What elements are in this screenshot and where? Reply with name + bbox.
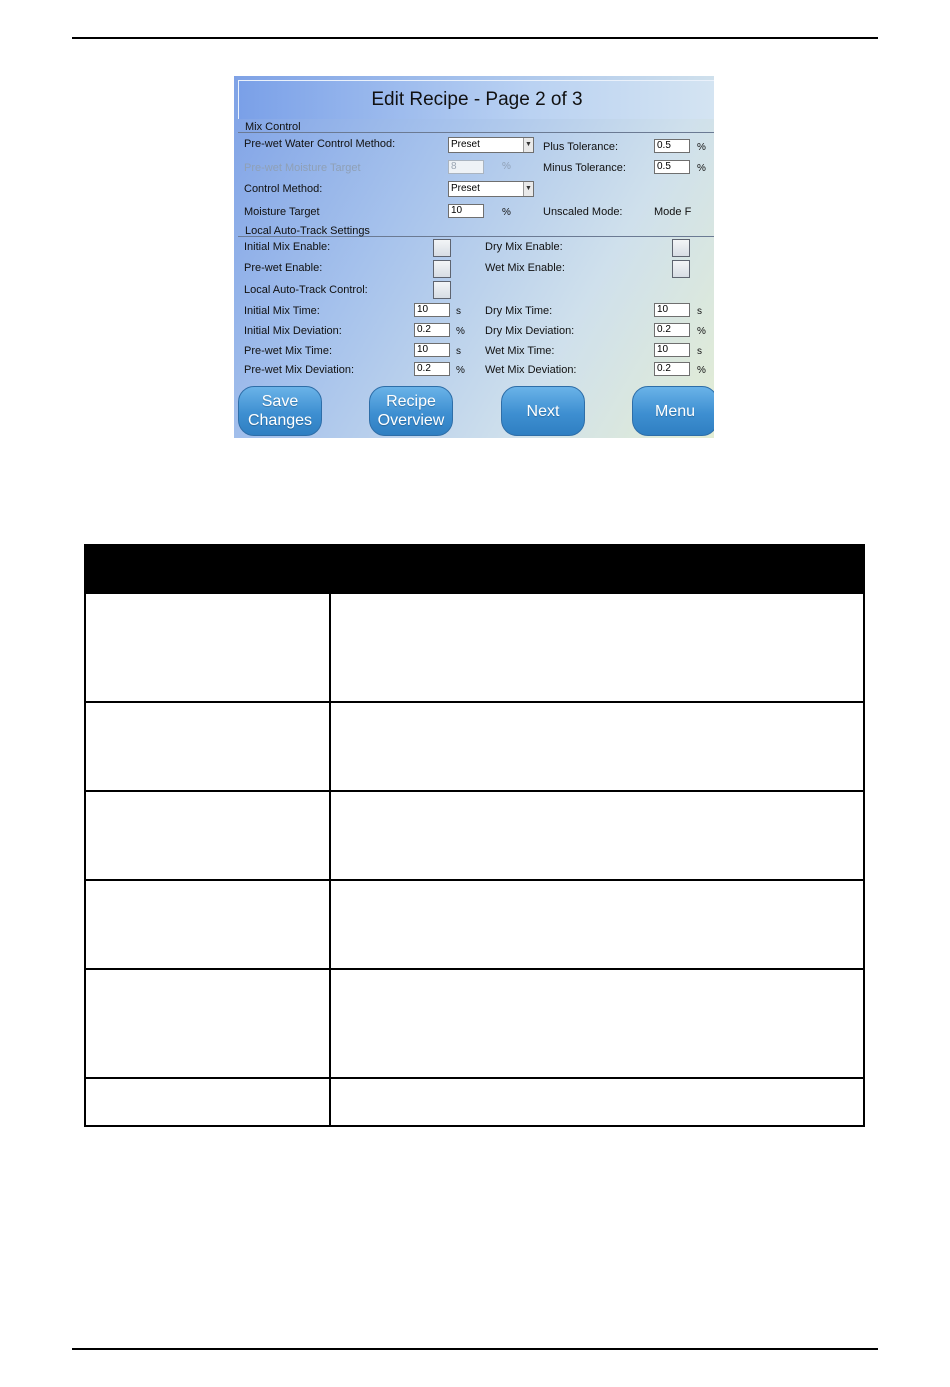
table-header-cell xyxy=(85,545,330,593)
description-table xyxy=(84,544,865,1127)
prewet-water-method-select[interactable] xyxy=(448,137,534,153)
table-cell xyxy=(85,880,330,969)
control-method-label: Control Method: xyxy=(244,183,323,195)
initial-mix-dev-label: Initial Mix Deviation: xyxy=(244,325,342,337)
hmi-screen xyxy=(234,76,714,438)
table-row xyxy=(85,1078,864,1126)
wet-mix-dev-unit: % xyxy=(697,365,706,376)
initial-mix-enable-checkbox[interactable] xyxy=(433,239,451,257)
prewet-water-method-label: Pre-wet Water Control Method: xyxy=(244,138,396,150)
control-method-value: Preset xyxy=(451,183,480,194)
moisture-target-label: Moisture Target xyxy=(244,206,320,218)
plus-tolerance-input[interactable]: 0.5 xyxy=(654,139,690,153)
prewet-mix-time-label: Pre-wet Mix Time: xyxy=(244,345,333,357)
dry-mix-time-input[interactable]: 10 xyxy=(654,303,690,317)
wet-mix-time-unit: s xyxy=(697,346,702,357)
save-button-line2: Changes xyxy=(247,412,313,429)
wet-mix-time-input[interactable]: 10 xyxy=(654,343,690,357)
table-cell xyxy=(330,969,864,1078)
plus-tolerance-label: Plus Tolerance: xyxy=(543,141,619,153)
header-rule xyxy=(72,37,878,39)
chevron-down-icon[interactable]: ▼ xyxy=(523,182,533,196)
dry-mix-enable-checkbox[interactable] xyxy=(672,239,690,257)
table-cell xyxy=(330,1078,864,1126)
wet-mix-enable-checkbox[interactable] xyxy=(672,260,690,278)
initial-mix-dev-input[interactable]: 0.2 xyxy=(414,323,450,337)
overview-button-line1: Recipe xyxy=(386,393,436,410)
prewet-water-method-value: Preset xyxy=(451,139,480,150)
minus-tolerance-input[interactable]: 0.5 xyxy=(654,160,690,174)
prewet-mix-dev-unit: % xyxy=(456,365,465,376)
prewet-enable-label: Pre-wet Enable: xyxy=(244,262,323,274)
wet-mix-enable-label: Wet Mix Enable: xyxy=(485,262,565,274)
recipe-overview-button[interactable] xyxy=(369,386,453,436)
mix-control-title: Mix Control xyxy=(245,121,301,133)
initial-mix-enable-label: Initial Mix Enable: xyxy=(244,241,331,253)
table-cell xyxy=(330,702,864,791)
dry-mix-dev-unit: % xyxy=(697,326,706,337)
table-cell xyxy=(330,880,864,969)
dry-mix-dev-label: Dry Mix Deviation: xyxy=(485,325,575,337)
table-row xyxy=(85,593,864,702)
unscaled-mode-label: Unscaled Mode: xyxy=(543,206,623,218)
menu-button[interactable]: Menu xyxy=(632,386,714,436)
initial-mix-dev-unit: % xyxy=(456,326,465,337)
prewet-mix-time-unit: s xyxy=(456,346,461,357)
dry-mix-enable-label: Dry Mix Enable: xyxy=(485,241,563,253)
moisture-target-input[interactable]: 10 xyxy=(448,204,484,218)
initial-mix-time-label: Initial Mix Time: xyxy=(244,305,320,317)
wet-mix-dev-input[interactable]: 0.2 xyxy=(654,362,690,376)
moisture-target-unit: % xyxy=(502,207,511,218)
prewet-mix-dev-input[interactable]: 0.2 xyxy=(414,362,450,376)
control-method-select[interactable] xyxy=(448,181,534,197)
table-cell xyxy=(85,791,330,880)
auto-track-title: Local Auto-Track Settings xyxy=(245,225,370,237)
prewet-moisture-input[interactable]: 8 xyxy=(448,160,484,174)
table-row xyxy=(85,791,864,880)
footer-rule xyxy=(72,1348,878,1350)
local-control-checkbox[interactable] xyxy=(433,281,451,299)
prewet-mix-time-input[interactable]: 10 xyxy=(414,343,450,357)
chevron-down-icon[interactable]: ▼ xyxy=(523,138,533,152)
save-button-line1: Save xyxy=(261,393,299,410)
table-row xyxy=(85,880,864,969)
prewet-moisture-label: Pre-wet Moisture Target xyxy=(244,162,361,174)
prewet-enable-checkbox[interactable] xyxy=(433,260,451,278)
local-control-label: Local Auto-Track Control: xyxy=(244,284,368,296)
table-cell xyxy=(85,702,330,791)
table-cell xyxy=(85,593,330,702)
unscaled-mode-value: Mode F xyxy=(654,206,692,218)
prewet-mix-dev-label: Pre-wet Mix Deviation: xyxy=(244,364,355,376)
plus-tolerance-unit: % xyxy=(697,142,706,153)
wet-mix-dev-label: Wet Mix Deviation: xyxy=(485,364,577,376)
screen-title: Edit Recipe - Page 2 of 3 xyxy=(238,80,714,119)
table-header-row xyxy=(85,545,864,593)
mix-control-frame xyxy=(238,132,714,133)
table-cell xyxy=(85,969,330,1078)
initial-mix-time-unit: s xyxy=(456,306,461,317)
save-changes-button[interactable] xyxy=(238,386,322,436)
table-row xyxy=(85,702,864,791)
minus-tolerance-label: Minus Tolerance: xyxy=(543,162,626,174)
next-button[interactable]: Next xyxy=(501,386,585,436)
table-cell xyxy=(330,791,864,880)
prewet-moisture-unit: % xyxy=(502,161,511,172)
dry-mix-dev-input[interactable]: 0.2 xyxy=(654,323,690,337)
minus-tolerance-unit: % xyxy=(697,163,706,174)
overview-button-line2: Overview xyxy=(377,412,445,429)
wet-mix-time-label: Wet Mix Time: xyxy=(485,345,555,357)
table-cell xyxy=(330,593,864,702)
initial-mix-time-input[interactable]: 10 xyxy=(414,303,450,317)
table-cell xyxy=(85,1078,330,1126)
table-row xyxy=(85,969,864,1078)
table-header-cell xyxy=(330,545,864,593)
dry-mix-time-unit: s xyxy=(697,306,702,317)
dry-mix-time-label: Dry Mix Time: xyxy=(485,305,553,317)
